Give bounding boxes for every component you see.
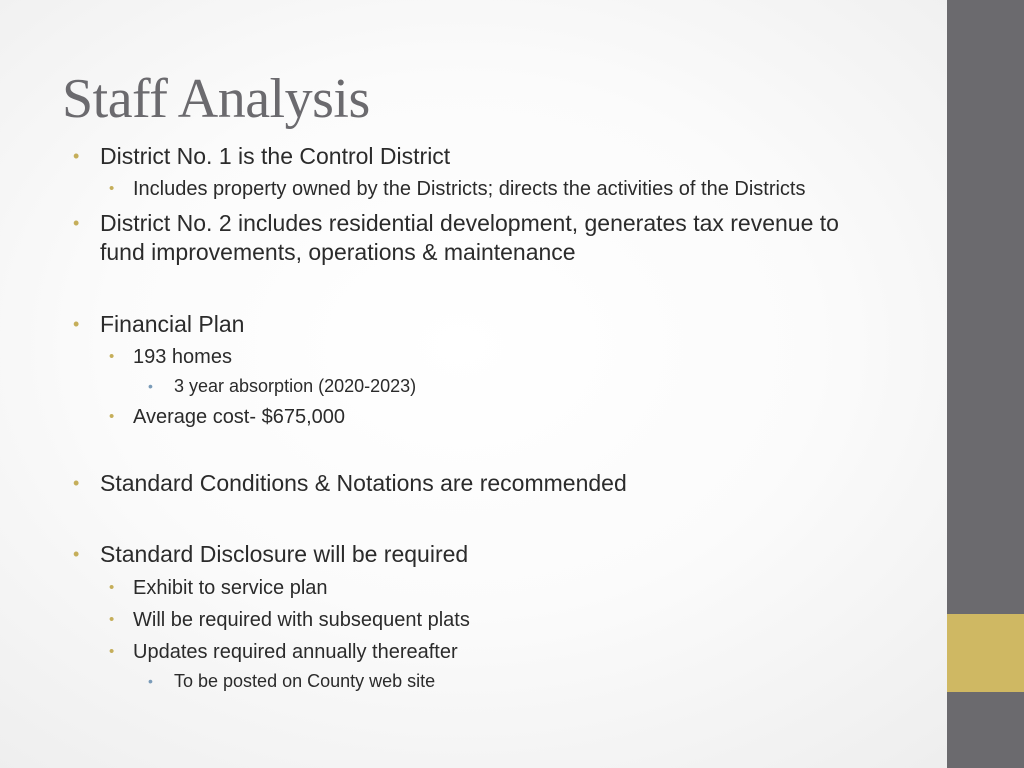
bullet-text: Financial Plan — [100, 311, 245, 337]
bullet-text: District No. 2 includes residential development, generates tax revenue to fund improvements, operations & maintenance — [100, 210, 839, 265]
bullet-dot-icon: • — [109, 611, 115, 628]
bullet-item — [148, 669, 436, 693]
bullet-item — [73, 142, 451, 171]
bullet-dot-icon: • — [73, 544, 80, 564]
bullet-item — [73, 540, 469, 569]
bullet-dot-icon: • — [73, 314, 80, 334]
bullet-dot-icon: • — [73, 473, 80, 493]
bullet-text: Will be required with subsequent plats — [133, 609, 470, 631]
bullet-text: Exhibit to service plan — [133, 577, 328, 599]
bullet-item — [73, 310, 245, 339]
bullet-item — [109, 639, 458, 665]
bullet-text: Includes property owned by the Districts; directs the activities of the Districts — [133, 178, 806, 200]
sidebar-accent-block — [947, 614, 1024, 692]
bullet-dot-icon: • — [109, 408, 115, 425]
bullet-dot-icon: • — [148, 378, 153, 394]
bullet-text: 3 year absorption (2020-2023) — [174, 376, 417, 396]
bullet-item — [109, 607, 470, 633]
bullet-dot-icon: • — [73, 213, 80, 233]
bullet-text: District No. 1 is the Control District — [100, 143, 451, 169]
bullet-text: Standard Conditions & Notations are recommended — [100, 470, 627, 496]
bullet-dot-icon: • — [109, 348, 115, 365]
bullet-text: Updates required annually thereafter — [133, 641, 458, 663]
bullet-text: Average cost- $675,000 — [133, 406, 346, 428]
bullet-item — [148, 374, 417, 398]
bullet-text: To be posted on County web site — [174, 671, 436, 691]
bullet-dot-icon: • — [109, 643, 115, 660]
bullet-dot-icon: • — [148, 673, 153, 689]
bullet-dot-icon: • — [73, 146, 80, 166]
bullet-item — [109, 176, 806, 202]
bullet-item — [109, 344, 232, 370]
bullet-dot-icon: • — [109, 579, 115, 596]
slide-title: Staff Analysis — [62, 68, 370, 130]
bullet-item — [109, 575, 328, 601]
bullet-item — [109, 404, 346, 430]
bullet-text: Standard Disclosure will be required — [100, 541, 469, 567]
bullet-item — [73, 209, 890, 267]
bullet-dot-icon: • — [109, 180, 115, 197]
bullet-item — [73, 469, 627, 498]
bullet-text: 193 homes — [133, 346, 232, 368]
